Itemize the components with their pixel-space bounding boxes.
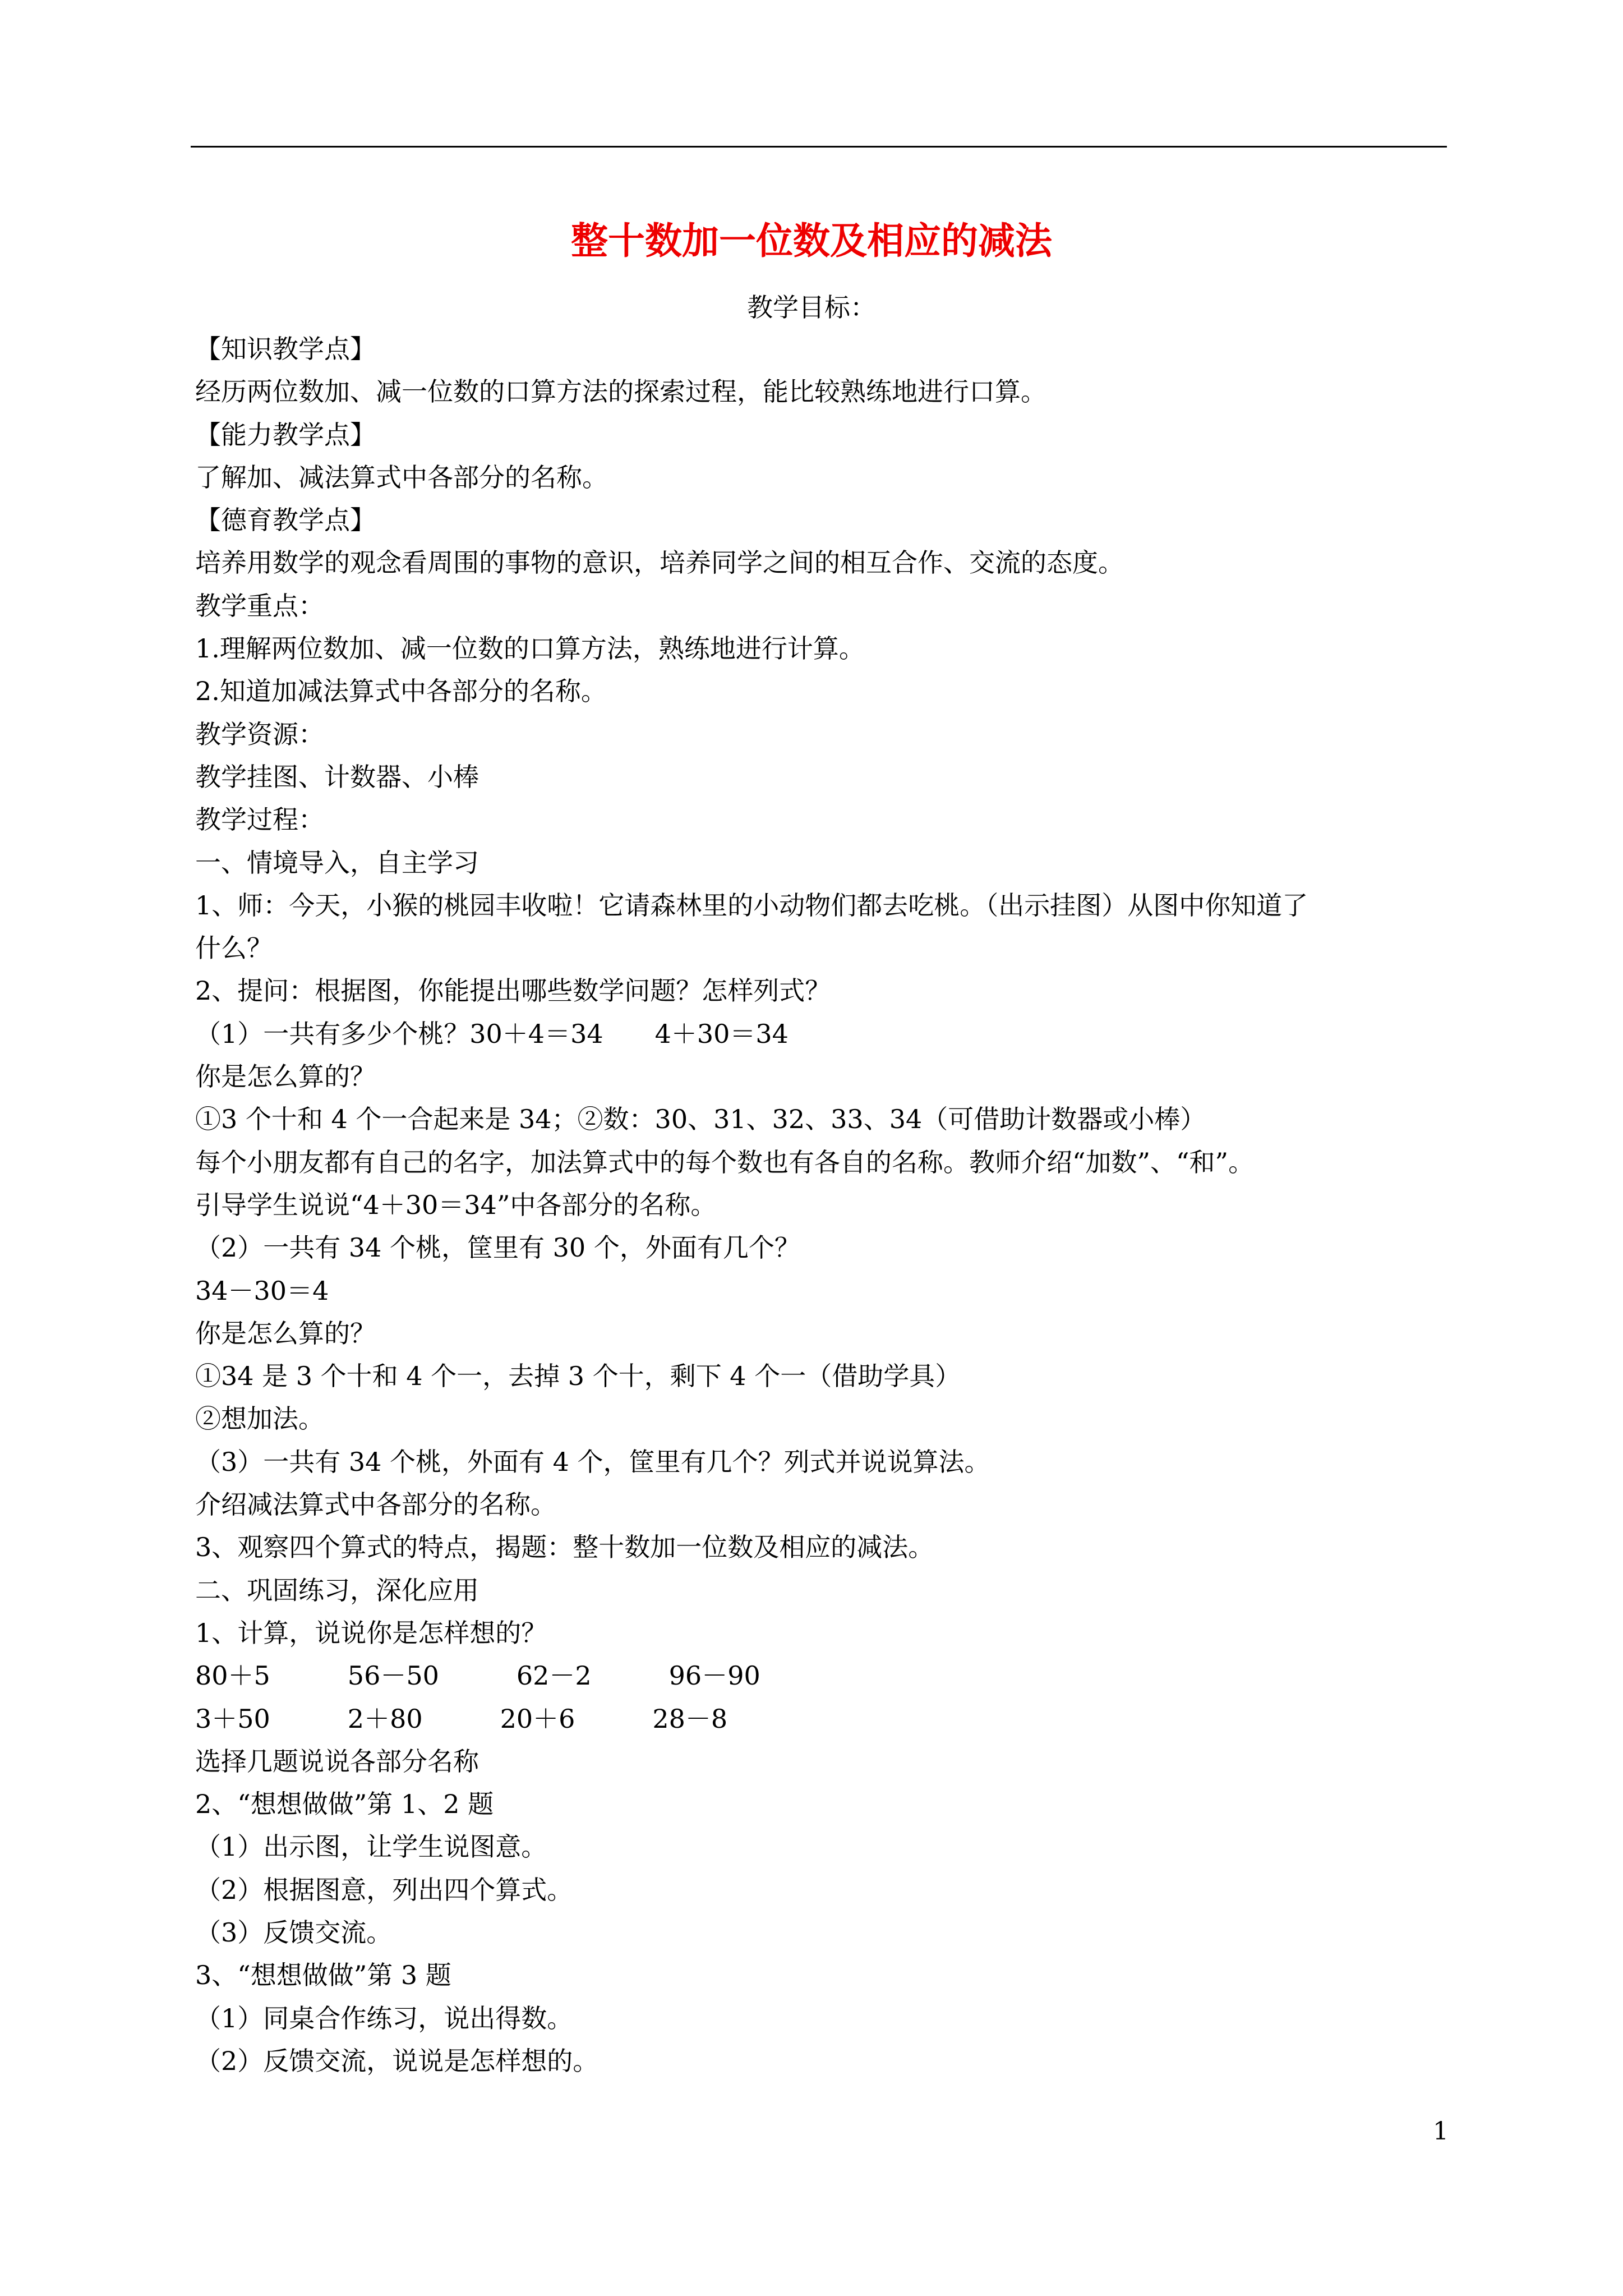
text-line: 教学过程： (195, 804, 324, 835)
document-title: 整十数加一位数及相应的减法 (571, 219, 1052, 263)
text-line: 【德育教学点】 (195, 505, 376, 536)
text-line: 1.理解两位数加、减一位数的口算方法，熟练地进行计算。 (195, 633, 865, 664)
text-line: 什么？ (195, 933, 273, 964)
text-line: （3）一共有 34 个桃，外面有 4 个，筐里有几个？列式并说说算法。 (195, 1446, 990, 1477)
text-line: 2.知道加减法算式中各部分的名称。 (195, 676, 607, 707)
text-line: 培养用数学的观念看周围的事物的意识，培养同学之间的相互合作、交流的态度。 (195, 547, 1124, 578)
text-line: （1）同桌合作练习，说出得数。 (195, 2003, 573, 2033)
text-line: 二、巩固练习，深化应用 (195, 1575, 479, 1605)
text-line: 了解加、减法算式中各部分的名称。 (195, 462, 608, 493)
header-rule (191, 146, 1447, 148)
text-line: 教学挂图、计数器、小棒 (195, 761, 479, 792)
text-line: 教学重点： (195, 590, 324, 621)
text-line: ①34 是 3 个十和 4 个一，去掉 3 个十，剩下 4 个一（借助学具） (195, 1361, 961, 1392)
text-line: （3）反馈交流。 (195, 1917, 393, 1948)
text-line: 经历两位数加、减一位数的口算方法的探索过程，能比较熟练地进行口算。 (195, 376, 1046, 407)
text-line: 【知识教学点】 (195, 334, 376, 364)
text-line: 你是怎么算的？ (195, 1061, 376, 1092)
text-line: 介绍减法算式中各部分的名称。 (195, 1489, 556, 1520)
text-line: （2）反馈交流，说说是怎样想的。 (195, 2045, 599, 2076)
text-line: ①3 个十和 4 个一合起来是 34；②数：30、31、32、33、34（可借助计数器或小棒） (195, 1104, 1206, 1135)
text-line: （2）根据图意，列出四个算式。 (195, 1874, 573, 1905)
text-line: 1、师：今天，小猴的桃园丰收啦！它请森林里的小动物们都去吃桃。（出示挂图）从图中你知道了 (195, 890, 1308, 921)
text-line: 教学资源： (195, 719, 324, 749)
text-line: 每个小朋友都有自己的名字，加法算式中的每个数也有各自的名称。教师介绍“加数”、“和”。 (195, 1147, 1255, 1177)
text-line: 选择几题说说各部分名称 (195, 1746, 479, 1777)
text-line: 你是怎么算的？ (195, 1318, 376, 1349)
text-line: ②想加法。 (195, 1404, 324, 1434)
text-line: 一、情境导入，自主学习 (195, 847, 479, 878)
text-line: 3、“想想做做”第 3 题 (195, 1960, 451, 1991)
text-line: （1）出示图，让学生说图意。 (195, 1832, 547, 1862)
text-line: 1、计算，说说你是怎样想的？ (195, 1617, 547, 1648)
text-line: （2）一共有 34 个桃，筐里有 30 个，外面有几个？ (195, 1232, 800, 1263)
text-line: 【能力教学点】 (195, 419, 376, 450)
text-line: （1）一共有多少个桃？30＋4＝34 4＋30＝34 (195, 1018, 789, 1049)
section-heading: 教学目标： (747, 292, 876, 323)
page-number: 1 (1433, 2117, 1449, 2146)
text-line: 2、提问：根据图，你能提出哪些数学问题？怎样列式？ (195, 976, 831, 1006)
text-line: 引导学生说说“4＋30＝34”中各部分的名称。 (195, 1189, 717, 1220)
text-line: 34－30＝4 (195, 1275, 329, 1306)
text-line: 3＋50 2＋80 20＋6 28－8 (195, 1703, 728, 1734)
text-line: 2、“想想做做”第 1、2 题 (195, 1789, 494, 1820)
document-body (195, 328, 1447, 2082)
text-line: 3、观察四个算式的特点，揭题：整十数加一位数及相应的减法。 (195, 1532, 934, 1563)
text-line: 80＋5 56－50 62－2 96－90 (195, 1660, 760, 1691)
